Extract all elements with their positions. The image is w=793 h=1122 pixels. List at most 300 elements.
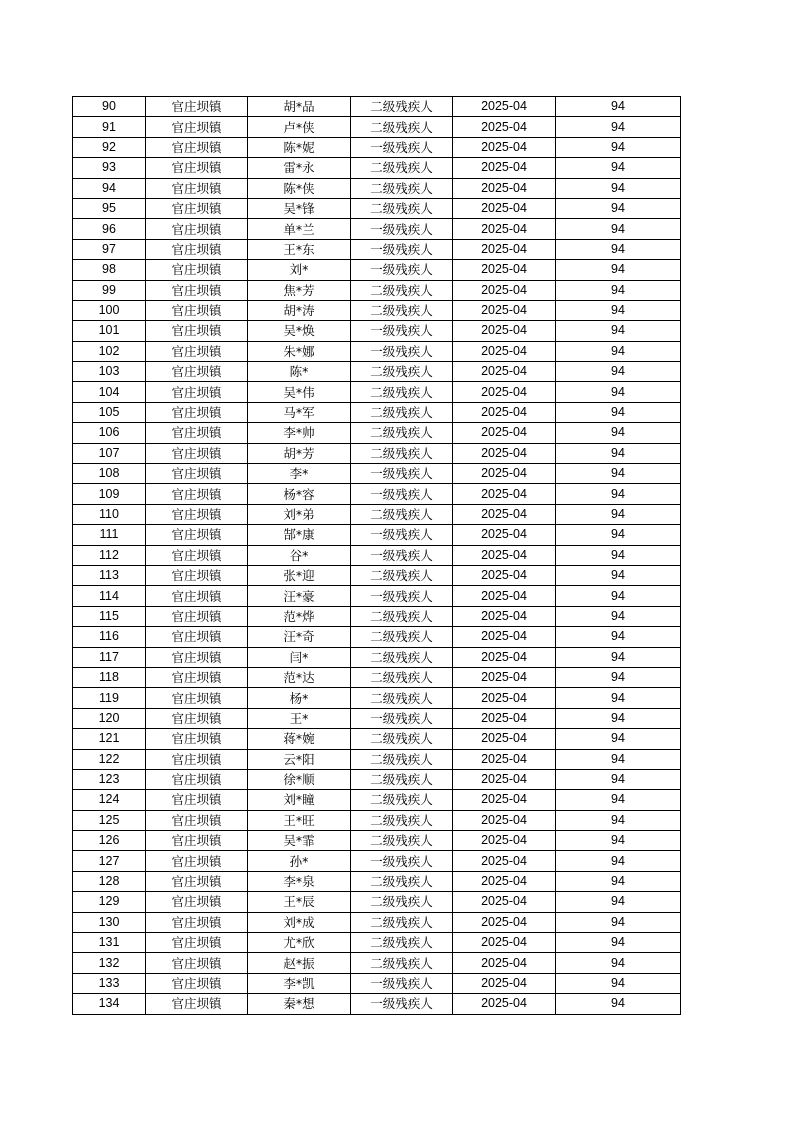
disability-level-cell: 二级残疾人 xyxy=(351,647,453,667)
month-cell: 2025-04 xyxy=(453,260,556,280)
serial-number-cell: 109 xyxy=(73,484,146,504)
serial-number-cell: 112 xyxy=(73,545,146,565)
name-cell: 吴*伟 xyxy=(248,382,351,402)
amount-cell: 94 xyxy=(556,545,681,565)
amount-cell: 94 xyxy=(556,729,681,749)
disability-level-cell: 一级残疾人 xyxy=(351,973,453,993)
serial-number-cell: 99 xyxy=(73,280,146,300)
month-cell: 2025-04 xyxy=(453,790,556,810)
table-row xyxy=(73,402,681,422)
disability-level-cell: 二级残疾人 xyxy=(351,627,453,647)
town-cell: 官庄坝镇 xyxy=(146,973,248,993)
amount-cell: 94 xyxy=(556,137,681,157)
table-row xyxy=(73,117,681,137)
disability-level-cell: 一级残疾人 xyxy=(351,321,453,341)
month-cell: 2025-04 xyxy=(453,117,556,137)
name-cell: 李*泉 xyxy=(248,871,351,891)
serial-number-cell: 124 xyxy=(73,790,146,810)
table-row xyxy=(73,892,681,912)
table-row xyxy=(73,423,681,443)
name-cell: 王*旺 xyxy=(248,810,351,830)
month-cell: 2025-04 xyxy=(453,708,556,728)
table-body xyxy=(73,97,681,1015)
table-row xyxy=(73,831,681,851)
name-cell: 刘*成 xyxy=(248,912,351,932)
town-cell: 官庄坝镇 xyxy=(146,790,248,810)
table-row xyxy=(73,464,681,484)
serial-number-cell: 98 xyxy=(73,260,146,280)
disability-level-cell: 二级残疾人 xyxy=(351,810,453,830)
name-cell: 焦*芳 xyxy=(248,280,351,300)
town-cell: 官庄坝镇 xyxy=(146,769,248,789)
town-cell: 官庄坝镇 xyxy=(146,565,248,585)
amount-cell: 94 xyxy=(556,810,681,830)
name-cell: 王* xyxy=(248,708,351,728)
month-cell: 2025-04 xyxy=(453,912,556,932)
month-cell: 2025-04 xyxy=(453,280,556,300)
month-cell: 2025-04 xyxy=(453,871,556,891)
amount-cell: 94 xyxy=(556,300,681,320)
town-cell: 官庄坝镇 xyxy=(146,912,248,932)
serial-number-cell: 129 xyxy=(73,892,146,912)
serial-number-cell: 132 xyxy=(73,953,146,973)
town-cell: 官庄坝镇 xyxy=(146,667,248,687)
month-cell: 2025-04 xyxy=(453,321,556,341)
town-cell: 官庄坝镇 xyxy=(146,362,248,382)
name-cell: 徐*顺 xyxy=(248,769,351,789)
name-cell: 范*烨 xyxy=(248,606,351,626)
disability-level-cell: 一级残疾人 xyxy=(351,260,453,280)
amount-cell: 94 xyxy=(556,239,681,259)
amount-cell: 94 xyxy=(556,871,681,891)
amount-cell: 94 xyxy=(556,178,681,198)
name-cell: 雷*永 xyxy=(248,158,351,178)
name-cell: 赵*振 xyxy=(248,953,351,973)
name-cell: 李*帅 xyxy=(248,423,351,443)
amount-cell: 94 xyxy=(556,260,681,280)
amount-cell: 94 xyxy=(556,565,681,585)
table-row xyxy=(73,545,681,565)
name-cell: 谷* xyxy=(248,545,351,565)
serial-number-cell: 108 xyxy=(73,464,146,484)
table-row xyxy=(73,912,681,932)
table-row xyxy=(73,790,681,810)
month-cell: 2025-04 xyxy=(453,647,556,667)
table-row xyxy=(73,627,681,647)
table-row xyxy=(73,443,681,463)
serial-number-cell: 126 xyxy=(73,831,146,851)
table-row xyxy=(73,647,681,667)
month-cell: 2025-04 xyxy=(453,484,556,504)
town-cell: 官庄坝镇 xyxy=(146,708,248,728)
amount-cell: 94 xyxy=(556,464,681,484)
amount-cell: 94 xyxy=(556,158,681,178)
table-row xyxy=(73,667,681,687)
serial-number-cell: 128 xyxy=(73,871,146,891)
name-cell: 张*迎 xyxy=(248,565,351,585)
month-cell: 2025-04 xyxy=(453,810,556,830)
month-cell: 2025-04 xyxy=(453,362,556,382)
table-row xyxy=(73,178,681,198)
month-cell: 2025-04 xyxy=(453,953,556,973)
month-cell: 2025-04 xyxy=(453,464,556,484)
town-cell: 官庄坝镇 xyxy=(146,484,248,504)
disability-level-cell: 二级残疾人 xyxy=(351,933,453,953)
name-cell: 吴*锋 xyxy=(248,198,351,218)
serial-number-cell: 101 xyxy=(73,321,146,341)
serial-number-cell: 113 xyxy=(73,565,146,585)
amount-cell: 94 xyxy=(556,688,681,708)
town-cell: 官庄坝镇 xyxy=(146,933,248,953)
serial-number-cell: 93 xyxy=(73,158,146,178)
disability-level-cell: 一级残疾人 xyxy=(351,464,453,484)
disability-level-cell: 二级残疾人 xyxy=(351,790,453,810)
name-cell: 刘*弟 xyxy=(248,504,351,524)
disability-level-cell: 二级残疾人 xyxy=(351,198,453,218)
amount-cell: 94 xyxy=(556,198,681,218)
serial-number-cell: 90 xyxy=(73,97,146,117)
table-row xyxy=(73,341,681,361)
town-cell: 官庄坝镇 xyxy=(146,443,248,463)
disability-level-cell: 二级残疾人 xyxy=(351,382,453,402)
month-cell: 2025-04 xyxy=(453,402,556,422)
town-cell: 官庄坝镇 xyxy=(146,871,248,891)
disability-level-cell: 一级残疾人 xyxy=(351,484,453,504)
table-row xyxy=(73,362,681,382)
amount-cell: 94 xyxy=(556,504,681,524)
table-row xyxy=(73,382,681,402)
month-cell: 2025-04 xyxy=(453,300,556,320)
amount-cell: 94 xyxy=(556,851,681,871)
month-cell: 2025-04 xyxy=(453,443,556,463)
table-row xyxy=(73,586,681,606)
serial-number-cell: 104 xyxy=(73,382,146,402)
disability-subsidy-table xyxy=(72,96,681,1015)
disability-level-cell: 二级残疾人 xyxy=(351,565,453,585)
town-cell: 官庄坝镇 xyxy=(146,158,248,178)
town-cell: 官庄坝镇 xyxy=(146,198,248,218)
month-cell: 2025-04 xyxy=(453,341,556,361)
disability-level-cell: 二级残疾人 xyxy=(351,300,453,320)
serial-number-cell: 105 xyxy=(73,402,146,422)
amount-cell: 94 xyxy=(556,117,681,137)
amount-cell: 94 xyxy=(556,321,681,341)
town-cell: 官庄坝镇 xyxy=(146,260,248,280)
disability-level-cell: 一级残疾人 xyxy=(351,708,453,728)
table-row xyxy=(73,851,681,871)
town-cell: 官庄坝镇 xyxy=(146,749,248,769)
table-row xyxy=(73,525,681,545)
town-cell: 官庄坝镇 xyxy=(146,647,248,667)
table-row xyxy=(73,994,681,1014)
disability-level-cell: 二级残疾人 xyxy=(351,667,453,687)
table-row xyxy=(73,565,681,585)
disability-level-cell: 二级残疾人 xyxy=(351,97,453,117)
table-row xyxy=(73,688,681,708)
month-cell: 2025-04 xyxy=(453,158,556,178)
town-cell: 官庄坝镇 xyxy=(146,382,248,402)
amount-cell: 94 xyxy=(556,382,681,402)
month-cell: 2025-04 xyxy=(453,851,556,871)
amount-cell: 94 xyxy=(556,362,681,382)
month-cell: 2025-04 xyxy=(453,423,556,443)
table-row xyxy=(73,933,681,953)
amount-cell: 94 xyxy=(556,667,681,687)
name-cell: 胡*芳 xyxy=(248,443,351,463)
amount-cell: 94 xyxy=(556,606,681,626)
town-cell: 官庄坝镇 xyxy=(146,525,248,545)
serial-number-cell: 119 xyxy=(73,688,146,708)
serial-number-cell: 92 xyxy=(73,137,146,157)
serial-number-cell: 134 xyxy=(73,994,146,1014)
month-cell: 2025-04 xyxy=(453,667,556,687)
table-row xyxy=(73,239,681,259)
disability-level-cell: 二级残疾人 xyxy=(351,443,453,463)
serial-number-cell: 106 xyxy=(73,423,146,443)
table-row xyxy=(73,729,681,749)
table-row xyxy=(73,280,681,300)
name-cell: 汪*豪 xyxy=(248,586,351,606)
serial-number-cell: 91 xyxy=(73,117,146,137)
serial-number-cell: 122 xyxy=(73,749,146,769)
town-cell: 官庄坝镇 xyxy=(146,831,248,851)
name-cell: 刘* xyxy=(248,260,351,280)
town-cell: 官庄坝镇 xyxy=(146,810,248,830)
name-cell: 范*达 xyxy=(248,667,351,687)
town-cell: 官庄坝镇 xyxy=(146,178,248,198)
name-cell: 刘*瞳 xyxy=(248,790,351,810)
table-row xyxy=(73,484,681,504)
disability-level-cell: 二级残疾人 xyxy=(351,831,453,851)
serial-number-cell: 96 xyxy=(73,219,146,239)
amount-cell: 94 xyxy=(556,484,681,504)
serial-number-cell: 123 xyxy=(73,769,146,789)
disability-level-cell: 一级残疾人 xyxy=(351,994,453,1014)
disability-level-cell: 二级残疾人 xyxy=(351,117,453,137)
amount-cell: 94 xyxy=(556,892,681,912)
amount-cell: 94 xyxy=(556,443,681,463)
disability-level-cell: 一级残疾人 xyxy=(351,239,453,259)
month-cell: 2025-04 xyxy=(453,198,556,218)
disability-level-cell: 二级残疾人 xyxy=(351,280,453,300)
town-cell: 官庄坝镇 xyxy=(146,729,248,749)
town-cell: 官庄坝镇 xyxy=(146,219,248,239)
amount-cell: 94 xyxy=(556,708,681,728)
serial-number-cell: 130 xyxy=(73,912,146,932)
name-cell: 王*辰 xyxy=(248,892,351,912)
disability-level-cell: 二级残疾人 xyxy=(351,504,453,524)
disability-level-cell: 二级残疾人 xyxy=(351,912,453,932)
serial-number-cell: 115 xyxy=(73,606,146,626)
serial-number-cell: 95 xyxy=(73,198,146,218)
town-cell: 官庄坝镇 xyxy=(146,892,248,912)
table-row xyxy=(73,300,681,320)
table-row xyxy=(73,973,681,993)
town-cell: 官庄坝镇 xyxy=(146,504,248,524)
town-cell: 官庄坝镇 xyxy=(146,545,248,565)
amount-cell: 94 xyxy=(556,647,681,667)
month-cell: 2025-04 xyxy=(453,994,556,1014)
amount-cell: 94 xyxy=(556,586,681,606)
name-cell: 蒋*婉 xyxy=(248,729,351,749)
month-cell: 2025-04 xyxy=(453,504,556,524)
amount-cell: 94 xyxy=(556,769,681,789)
name-cell: 吴*焕 xyxy=(248,321,351,341)
amount-cell: 94 xyxy=(556,973,681,993)
town-cell: 官庄坝镇 xyxy=(146,688,248,708)
serial-number-cell: 114 xyxy=(73,586,146,606)
name-cell: 李*凯 xyxy=(248,973,351,993)
name-cell: 陈*侠 xyxy=(248,178,351,198)
name-cell: 胡*涛 xyxy=(248,300,351,320)
amount-cell: 94 xyxy=(556,280,681,300)
town-cell: 官庄坝镇 xyxy=(146,117,248,137)
table-row xyxy=(73,871,681,891)
disability-level-cell: 二级残疾人 xyxy=(351,178,453,198)
town-cell: 官庄坝镇 xyxy=(146,137,248,157)
disability-level-cell: 一级残疾人 xyxy=(351,545,453,565)
disability-level-cell: 二级残疾人 xyxy=(351,749,453,769)
month-cell: 2025-04 xyxy=(453,729,556,749)
table-row xyxy=(73,810,681,830)
name-cell: 尤*欣 xyxy=(248,933,351,953)
serial-number-cell: 110 xyxy=(73,504,146,524)
amount-cell: 94 xyxy=(556,933,681,953)
amount-cell: 94 xyxy=(556,749,681,769)
table-row xyxy=(73,504,681,524)
serial-number-cell: 102 xyxy=(73,341,146,361)
table-row xyxy=(73,158,681,178)
name-cell: 郜*康 xyxy=(248,525,351,545)
table-row xyxy=(73,708,681,728)
name-cell: 卢*侠 xyxy=(248,117,351,137)
table-row xyxy=(73,749,681,769)
disability-level-cell: 二级残疾人 xyxy=(351,871,453,891)
amount-cell: 94 xyxy=(556,341,681,361)
serial-number-cell: 97 xyxy=(73,239,146,259)
name-cell: 朱*娜 xyxy=(248,341,351,361)
month-cell: 2025-04 xyxy=(453,627,556,647)
disability-level-cell: 二级残疾人 xyxy=(351,402,453,422)
town-cell: 官庄坝镇 xyxy=(146,239,248,259)
month-cell: 2025-04 xyxy=(453,178,556,198)
name-cell: 云*阳 xyxy=(248,749,351,769)
month-cell: 2025-04 xyxy=(453,382,556,402)
disability-level-cell: 二级残疾人 xyxy=(351,606,453,626)
town-cell: 官庄坝镇 xyxy=(146,851,248,871)
town-cell: 官庄坝镇 xyxy=(146,627,248,647)
serial-number-cell: 127 xyxy=(73,851,146,871)
amount-cell: 94 xyxy=(556,402,681,422)
town-cell: 官庄坝镇 xyxy=(146,341,248,361)
town-cell: 官庄坝镇 xyxy=(146,423,248,443)
table-row xyxy=(73,260,681,280)
name-cell: 单*兰 xyxy=(248,219,351,239)
month-cell: 2025-04 xyxy=(453,892,556,912)
town-cell: 官庄坝镇 xyxy=(146,994,248,1014)
name-cell: 马*军 xyxy=(248,402,351,422)
name-cell: 杨* xyxy=(248,688,351,708)
month-cell: 2025-04 xyxy=(453,219,556,239)
table-row xyxy=(73,769,681,789)
serial-number-cell: 131 xyxy=(73,933,146,953)
name-cell: 胡*品 xyxy=(248,97,351,117)
town-cell: 官庄坝镇 xyxy=(146,280,248,300)
month-cell: 2025-04 xyxy=(453,606,556,626)
name-cell: 孙* xyxy=(248,851,351,871)
table-row xyxy=(73,219,681,239)
month-cell: 2025-04 xyxy=(453,749,556,769)
month-cell: 2025-04 xyxy=(453,769,556,789)
name-cell: 汪*奇 xyxy=(248,627,351,647)
serial-number-cell: 133 xyxy=(73,973,146,993)
table-row xyxy=(73,606,681,626)
disability-level-cell: 一级残疾人 xyxy=(351,137,453,157)
table-row xyxy=(73,137,681,157)
month-cell: 2025-04 xyxy=(453,973,556,993)
town-cell: 官庄坝镇 xyxy=(146,953,248,973)
serial-number-cell: 117 xyxy=(73,647,146,667)
table-row xyxy=(73,321,681,341)
disability-level-cell: 二级残疾人 xyxy=(351,158,453,178)
serial-number-cell: 125 xyxy=(73,810,146,830)
amount-cell: 94 xyxy=(556,97,681,117)
serial-number-cell: 111 xyxy=(73,525,146,545)
name-cell: 吴*霏 xyxy=(248,831,351,851)
disability-level-cell: 二级残疾人 xyxy=(351,423,453,443)
serial-number-cell: 107 xyxy=(73,443,146,463)
disability-level-cell: 一级残疾人 xyxy=(351,341,453,361)
month-cell: 2025-04 xyxy=(453,688,556,708)
name-cell: 李* xyxy=(248,464,351,484)
town-cell: 官庄坝镇 xyxy=(146,97,248,117)
month-cell: 2025-04 xyxy=(453,97,556,117)
name-cell: 陈*妮 xyxy=(248,137,351,157)
disability-level-cell: 一级残疾人 xyxy=(351,219,453,239)
name-cell: 王*东 xyxy=(248,239,351,259)
month-cell: 2025-04 xyxy=(453,545,556,565)
disability-level-cell: 二级残疾人 xyxy=(351,769,453,789)
serial-number-cell: 100 xyxy=(73,300,146,320)
town-cell: 官庄坝镇 xyxy=(146,402,248,422)
disability-level-cell: 一级残疾人 xyxy=(351,851,453,871)
amount-cell: 94 xyxy=(556,423,681,443)
table-row xyxy=(73,953,681,973)
disability-level-cell: 二级残疾人 xyxy=(351,362,453,382)
amount-cell: 94 xyxy=(556,790,681,810)
amount-cell: 94 xyxy=(556,912,681,932)
serial-number-cell: 121 xyxy=(73,729,146,749)
month-cell: 2025-04 xyxy=(453,565,556,585)
amount-cell: 94 xyxy=(556,831,681,851)
disability-level-cell: 二级残疾人 xyxy=(351,953,453,973)
month-cell: 2025-04 xyxy=(453,239,556,259)
name-cell: 闫* xyxy=(248,647,351,667)
serial-number-cell: 116 xyxy=(73,627,146,647)
disability-level-cell: 二级残疾人 xyxy=(351,729,453,749)
month-cell: 2025-04 xyxy=(453,525,556,545)
month-cell: 2025-04 xyxy=(453,137,556,157)
serial-number-cell: 118 xyxy=(73,667,146,687)
table-row xyxy=(73,198,681,218)
town-cell: 官庄坝镇 xyxy=(146,464,248,484)
serial-number-cell: 94 xyxy=(73,178,146,198)
name-cell: 秦*想 xyxy=(248,994,351,1014)
amount-cell: 94 xyxy=(556,525,681,545)
amount-cell: 94 xyxy=(556,994,681,1014)
table-row xyxy=(73,97,681,117)
town-cell: 官庄坝镇 xyxy=(146,300,248,320)
